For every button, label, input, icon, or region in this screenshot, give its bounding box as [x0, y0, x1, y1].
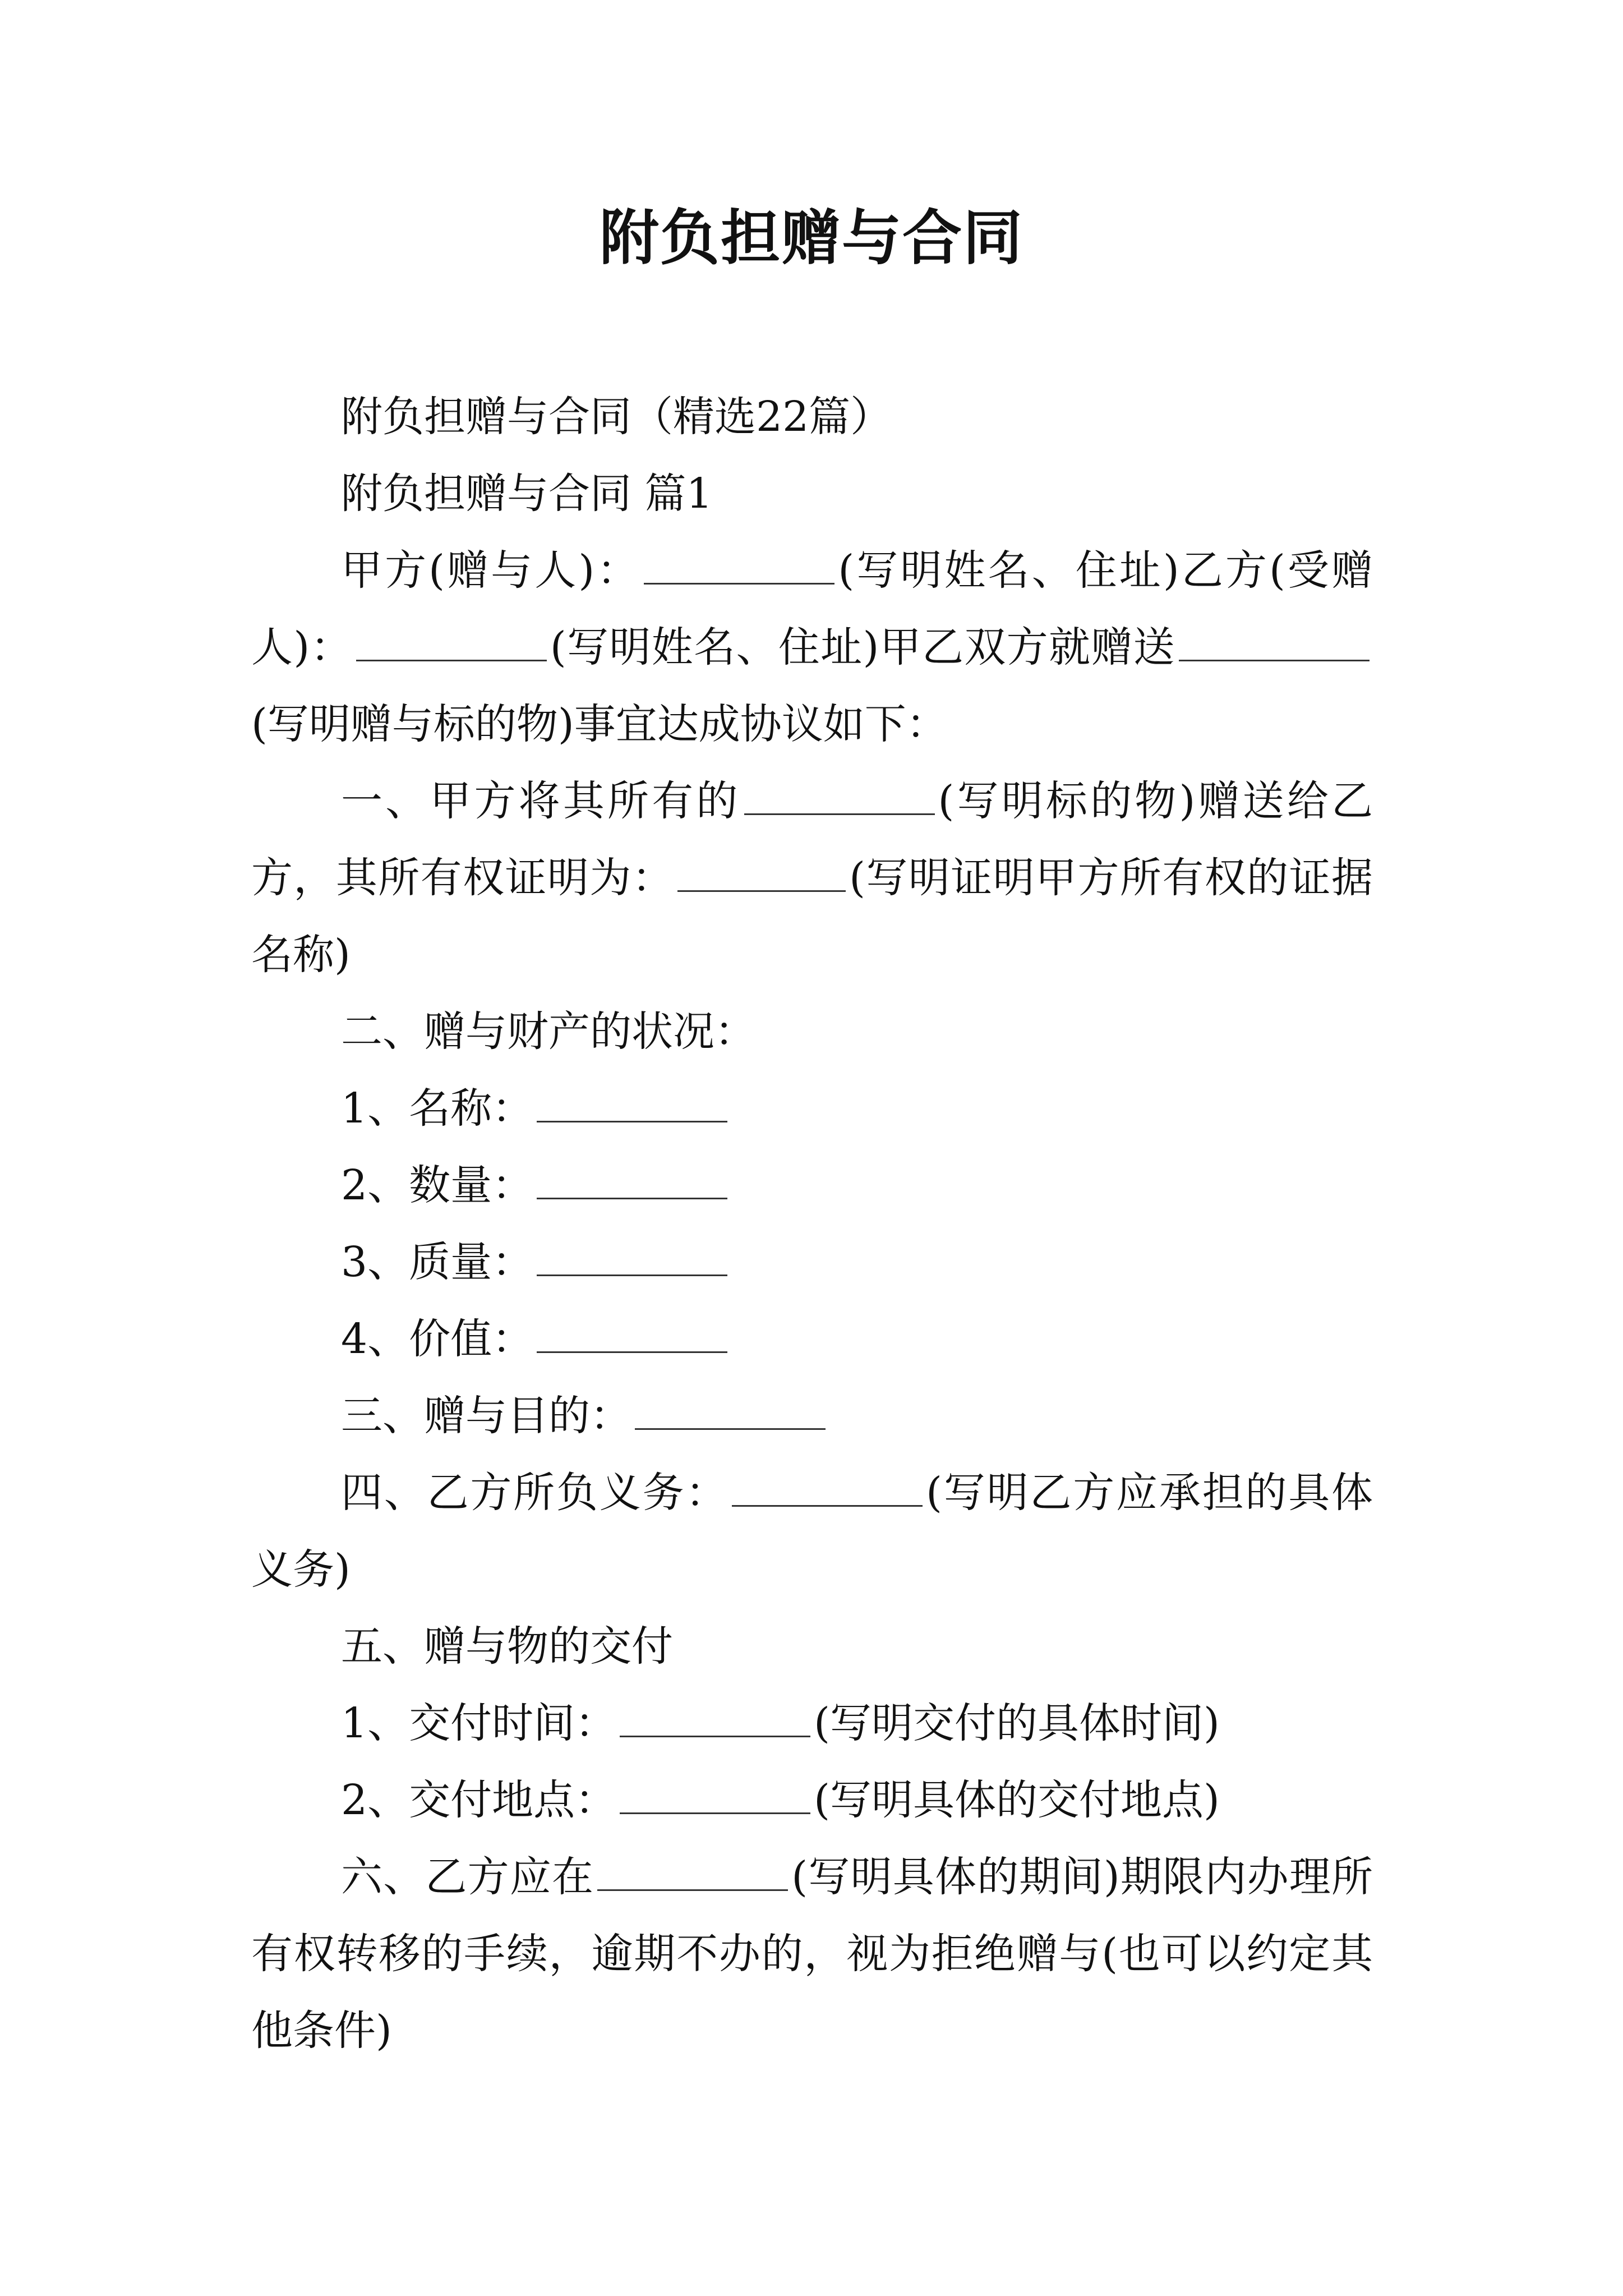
blank-line [537, 1087, 727, 1122]
item-quality [251, 1224, 1373, 1301]
blank-line [537, 1318, 727, 1353]
blank-line [620, 1702, 810, 1737]
blank-line [635, 1395, 826, 1430]
document-title: 附负担赠与合同 [600, 204, 1023, 273]
text: 六、乙方应在 [341, 1853, 594, 1901]
text: 1、交付时间： [341, 1699, 617, 1747]
paragraph-clause-4 [251, 1455, 1373, 1608]
blank-line [677, 857, 846, 892]
subtitle: 附负担赠与合同（精选22篇） [341, 393, 892, 441]
delivery-time [251, 1685, 1373, 1762]
section-heading: 附负担赠与合同 篇1 [341, 470, 713, 518]
text: 三、赠与目的： [341, 1392, 631, 1440]
text: 3、质量： [341, 1238, 534, 1286]
text: (写明具体的期间)期限内办理所有权转移的手续，逾期不办的，视为拒绝赠与(也可以约定其他条件) [251, 1853, 1373, 2055]
document-body [251, 379, 1373, 2069]
text: (写明交付的具体时间) [814, 1699, 1220, 1747]
text: 四、乙方所负义务： [341, 1469, 729, 1517]
paragraph-clause-6 [251, 1839, 1373, 2069]
paragraph-clause-3 [251, 1378, 1373, 1455]
text: 一、甲方将其所有的 [341, 777, 741, 825]
text: 2、交付地点： [341, 1776, 617, 1824]
paragraph-parties [251, 532, 1373, 763]
blank-line [537, 1241, 727, 1276]
text: (写明姓名、住址)甲乙双方就赠送 [550, 623, 1175, 671]
blank-line [597, 1856, 788, 1891]
blank-line [537, 1164, 727, 1199]
blank-line [732, 1471, 923, 1507]
text: (写明具体的交付地点) [814, 1776, 1220, 1824]
text: 1、名称： [341, 1084, 534, 1133]
paragraph-clause-1 [251, 763, 1373, 993]
blank-line [744, 780, 935, 815]
paragraph-clause-2: 二、赠与财产的状况： [341, 1007, 756, 1056]
text: (写明证明甲方所有权的证据名称) [251, 854, 1373, 979]
blank-line [356, 626, 547, 661]
blank-line [1179, 626, 1370, 661]
delivery-place [251, 1762, 1373, 1839]
text: (写明标的物)赠送给乙方，其所有权证明为： [251, 777, 1373, 902]
paragraph-clause-5: 五、赠与物的交付 [341, 1622, 673, 1671]
text: 4、价值： [341, 1315, 534, 1363]
blank-line [620, 1779, 810, 1814]
item-name [251, 1070, 1373, 1147]
text: (写明赠与标的物)事宜达成协议如下： [251, 700, 948, 748]
blank-line [644, 549, 834, 585]
item-value [251, 1301, 1373, 1378]
text: 甲方(赠与人)： [341, 546, 641, 595]
text: (写明乙方应承担的具体义务) [251, 1469, 1373, 1594]
text: 2、数量： [341, 1161, 534, 1209]
text: (写明姓名、住址)乙方(受赠人)： [251, 546, 1373, 671]
item-quantity [251, 1147, 1373, 1224]
